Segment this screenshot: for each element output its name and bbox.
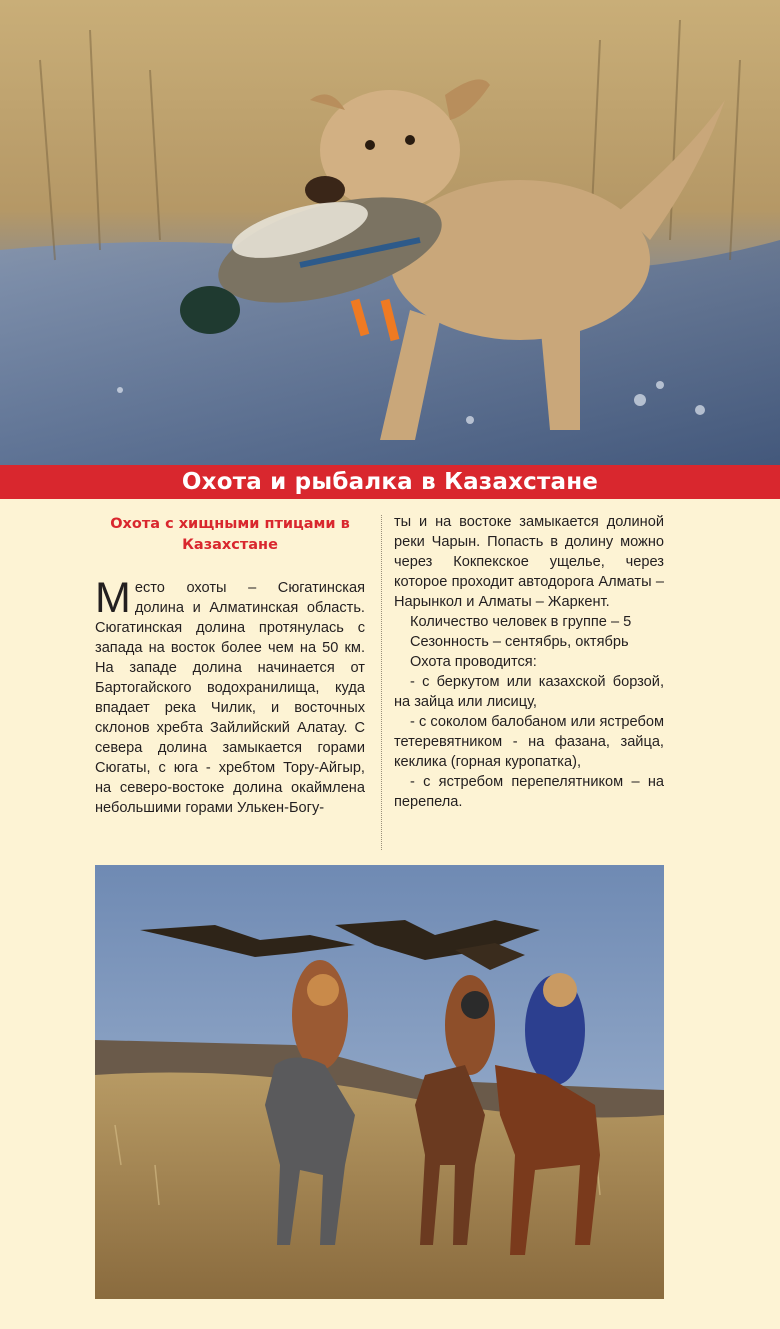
- hero-photo: [0, 0, 780, 465]
- column-divider: [381, 515, 382, 850]
- conducted-text: Охота проводится:: [410, 654, 537, 670]
- article-paragraph-continued: ты и на востоке замыкается долиной реки Чарын. Попасть в долину можно через Кокпекское ущелье, через которое проходит автодорога Алматы – Нарынкол и Алматы – Жаркент.: [394, 514, 664, 610]
- drop-cap: М: [95, 574, 131, 622]
- bullet-falcon: - с соколом балобаном или ястребом тетеревятником - на фазана, зайца, кеклика (горная куропатка),: [394, 714, 664, 770]
- article-paragraph-intro: [95, 574, 365, 818]
- article-left-column: [95, 512, 365, 818]
- intro-text: есто охоты – Сюгатинская долина и Алматинская область. Сюгатинская долина протянулась с запада на восток более чем на 50 км. На западе долина начинается от Бартогайского водохранилища, куда впадает река Чилик, и восточных склонов хребта Зайлийский Алатау. С севера долина замыкается горами Сюгаты, с юга - хребтом Тору-Айгыр, на северо-востоке долина окаймлена небольшими горами Улькен-Богу-: [95, 580, 365, 816]
- subheading-line-2: Казахстане: [182, 537, 278, 553]
- subheading-line-1: Охота с хищными птицами в: [110, 516, 350, 532]
- bullet-sparrowhawk: - с ястребом перепелятником – на перепела.: [394, 774, 664, 810]
- bullet-golden-eagle: - с беркутом или казахской борзой, на зайца или лисицу,: [394, 674, 664, 710]
- eagle-hunters-on-horses-photo-icon: [95, 865, 664, 1299]
- group-size-text: Количество человек в группе – 5: [410, 614, 632, 630]
- article-subheading: [95, 512, 365, 556]
- article-right-column: [394, 512, 664, 812]
- dog-with-duck-photo-icon: [0, 0, 780, 465]
- season-text: Сезонность – сентябрь, октябрь: [410, 634, 629, 650]
- eagle-hunters-photo: [95, 865, 664, 1299]
- section-title-banner: Охота и рыбалка в Казахстане: [0, 465, 780, 499]
